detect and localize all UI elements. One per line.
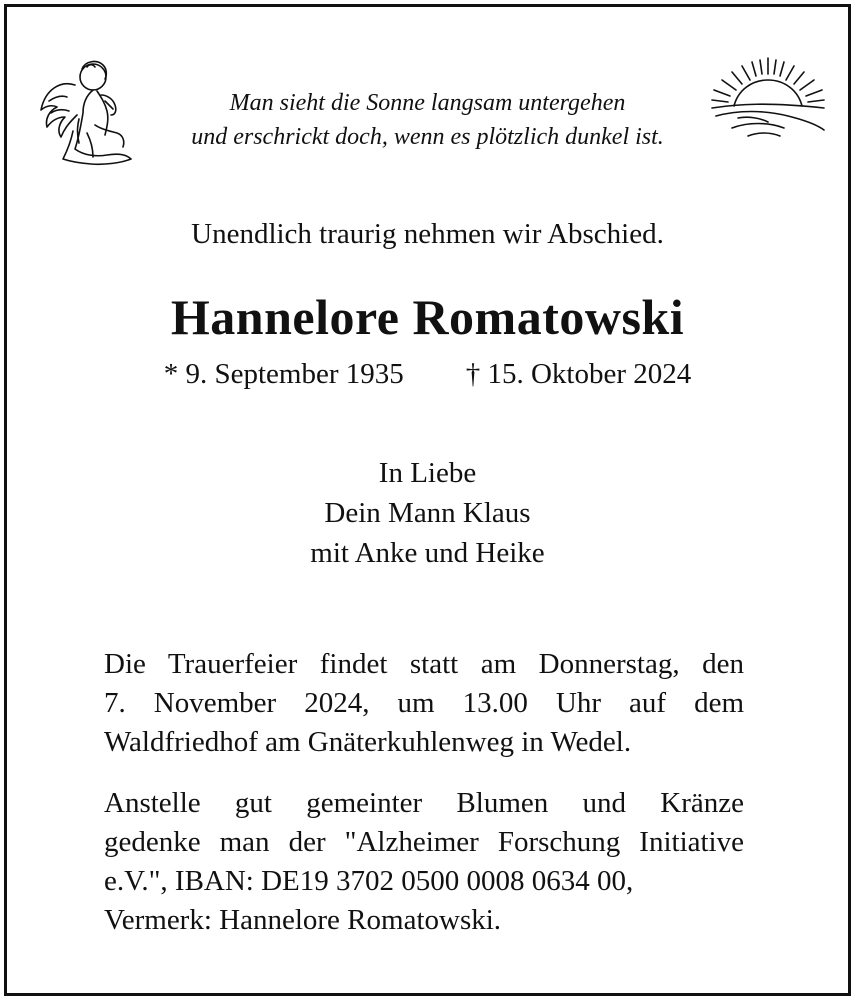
death-date: † 15. Oktober 2024 <box>465 358 692 390</box>
signature-line: Dein Mann Klaus <box>324 497 531 529</box>
farewell-intro: Unendlich traurig nehmen wir Abschied. <box>191 218 664 250</box>
donation-line: e.V.", IBAN: DE19 3702 0500 0008 0634 00, <box>104 865 634 897</box>
funeral-notice <box>104 645 744 762</box>
sunset-icon <box>708 56 826 146</box>
donation-line: Anstelle gut gemeinter Blumen und Kränze <box>104 787 744 819</box>
quote-line: Man sieht die Sonne langsam untergehen <box>229 90 626 116</box>
deceased-name: Hannelore Romatowski <box>170 289 685 345</box>
donation-notice <box>104 784 744 940</box>
funeral-line: Die Trauerfeier findet statt am Donnerstag, den <box>104 648 744 680</box>
donation-line: gedenke man der "Alzheimer Forschung Initiative <box>104 826 744 858</box>
donation-line: Vermerk: Hannelore Romatowski. <box>104 904 502 936</box>
signature-line: mit Anke und Heike <box>310 537 545 569</box>
quote-line: und erschrickt doch, wenn es plötzlich dunkel ist. <box>191 124 664 150</box>
birth-date: * 9. September 1935 <box>163 358 404 390</box>
funeral-line: 7. November 2024, um 13.00 Uhr auf dem <box>104 687 744 719</box>
signature-line: In Liebe <box>378 457 477 489</box>
memorial-quote <box>150 86 705 154</box>
life-dates <box>0 354 855 394</box>
funeral-line: Waldfriedhof am Gnäterkuhlenweg in Wedel. <box>104 726 632 758</box>
praying-angel-icon <box>35 55 135 170</box>
family-signature <box>0 453 855 573</box>
